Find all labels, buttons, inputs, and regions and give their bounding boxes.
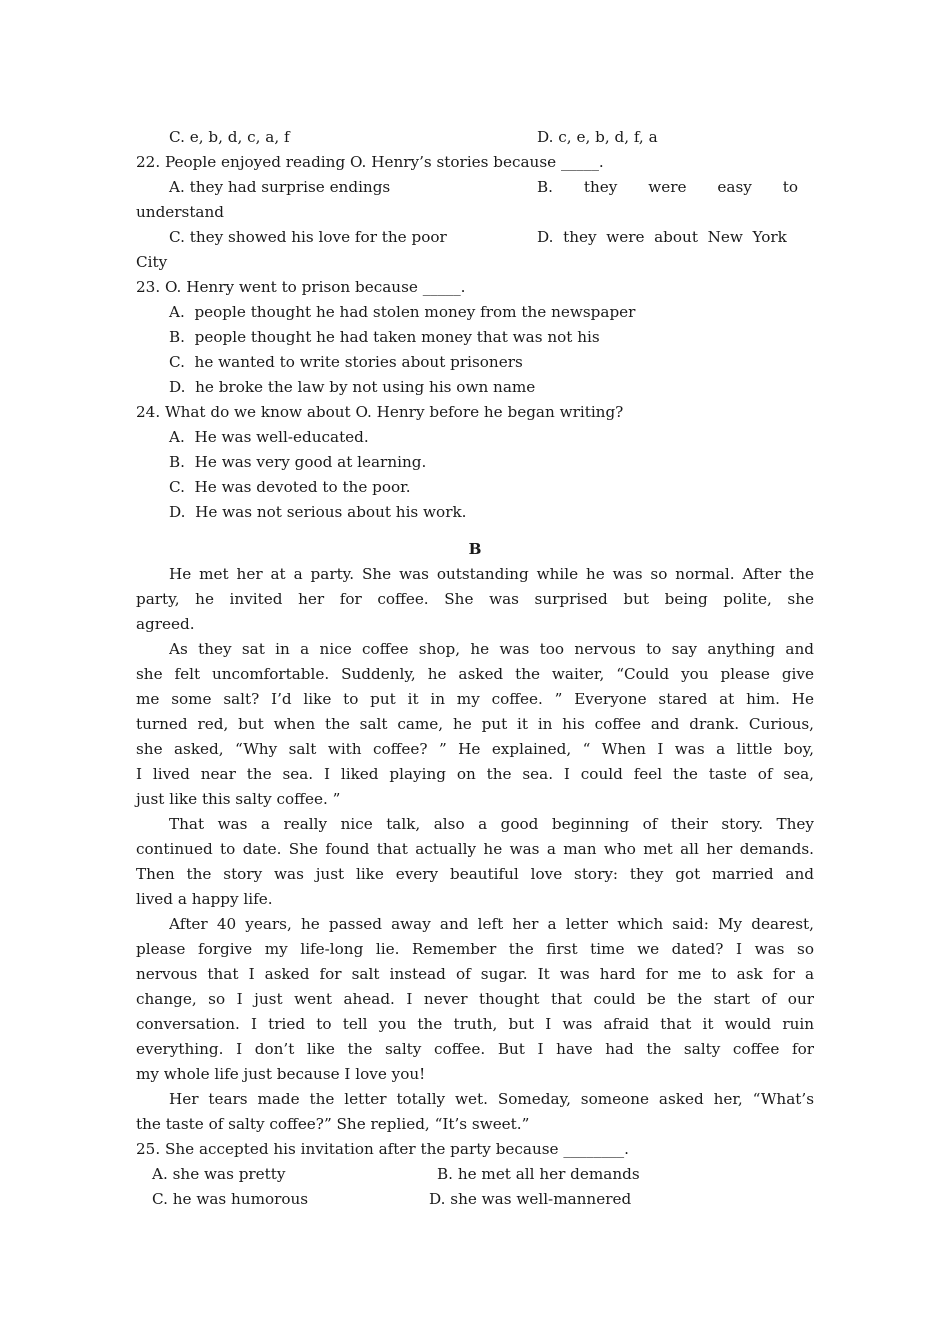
q25-option-b: B. he met all her demands xyxy=(437,1165,640,1183)
q24-option-a: A. He was well-educated. xyxy=(169,428,369,446)
q25-option-a: A. she was pretty xyxy=(152,1165,286,1183)
passage-line: my whole life just because I love you! xyxy=(136,1065,426,1083)
q21-option-d: D. c, e, b, d, f, a xyxy=(537,128,658,146)
passage-line: continued to date. She found that actually he was a man who met all her demands. xyxy=(136,840,814,858)
q25-option-d: D. she was well-mannered xyxy=(429,1190,632,1208)
passage-line: Then the story was just like every beautiful love story: they got married and xyxy=(136,865,814,883)
passage-line: lived a happy life. xyxy=(136,890,273,908)
q24-option-b: B. He was very good at learning. xyxy=(169,453,427,471)
q23-option-a: A. people thought he had stolen money from the newspaper xyxy=(169,303,636,321)
passage-line: conversation. I tried to tell you the truth, but I was afraid that it would ruin xyxy=(136,1015,814,1033)
q22-option-d: D. they were about New York xyxy=(537,228,787,246)
q24-stem: 24. What do we know about O. Henry before he began writing? xyxy=(136,403,624,421)
q23-option-b: B. people thought he had taken money that was not his xyxy=(169,328,600,346)
q22-option-a: A. they had surprise endings xyxy=(169,178,391,196)
q21-option-c: C. e, b, d, c, a, f xyxy=(169,128,290,146)
q23-stem: 23. O. Henry went to prison because _____. xyxy=(136,278,466,296)
passage-line: me some salt? I’d like to put it in my coffee. ” Everyone stared at him. He xyxy=(136,690,814,708)
passage-line: That was a really nice talk, also a good beginning of their story. They xyxy=(169,815,814,833)
passage-line: turned red, but when the salt came, he put it in his coffee and drank. Curious, xyxy=(136,715,814,733)
passage-line: just like this salty coffee. ” xyxy=(136,790,341,808)
q22-option-c: C. they showed his love for the poor xyxy=(169,228,447,246)
passage-line: she felt uncomfortable. Suddenly, he asked the waiter, “Could you please give xyxy=(136,665,814,683)
passage-line: everything. I don’t like the salty coffee. But I have had the salty coffee for xyxy=(136,1040,814,1058)
passage-line: party, he invited her for coffee. She was surprised but being polite, she xyxy=(136,590,814,608)
q22-stem: 22. People enjoyed reading O. Henry’s stories because _____. xyxy=(136,153,604,171)
passage-line: change, so I just went ahead. I never thought that could be the start of our xyxy=(136,990,814,1008)
passage-line: please forgive my life-long lie. Remember the first time we dated? I was so xyxy=(136,940,814,958)
passage-line: she asked, “Why salt with coffee? ” He explained, “ When I was a little boy, xyxy=(136,740,814,758)
q24-option-c: C. He was devoted to the poor. xyxy=(169,478,411,496)
passage-line: nervous that I asked for salt instead of sugar. It was hard for me to ask for a xyxy=(136,965,814,983)
q25-stem: 25. She accepted his invitation after the party because ________. xyxy=(136,1140,629,1158)
passage-line: I lived near the sea. I liked playing on the sea. I could feel the taste of sea, xyxy=(136,765,814,783)
q22-option-b-wrap: understand xyxy=(136,203,224,221)
passage-line: agreed. xyxy=(136,615,195,633)
passage-line: the taste of salty coffee?” She replied, “It’s sweet.” xyxy=(136,1115,530,1133)
passage-line: As they sat in a nice coffee shop, he was too nervous to say anything and xyxy=(169,640,814,658)
passage-line: He met her at a party. She was outstanding while he was so normal. After the xyxy=(169,565,814,583)
q24-option-d: D. He was not serious about his work. xyxy=(169,503,467,521)
q22-option-d-wrap: City xyxy=(136,253,168,271)
q22-option-b: B. they were easy to xyxy=(537,178,798,196)
q23-option-d: D. he broke the law by not using his own name xyxy=(169,378,536,396)
q25-option-c: C. he was humorous xyxy=(152,1190,309,1208)
q23-option-c: C. he wanted to write stories about prisoners xyxy=(169,353,523,371)
passage-line: After 40 years, he passed away and left her a letter which said: My dearest, xyxy=(169,915,814,933)
section-b-heading: B xyxy=(468,540,482,558)
passage-line: Her tears made the letter totally wet. Someday, someone asked her, “What’s xyxy=(169,1090,814,1108)
